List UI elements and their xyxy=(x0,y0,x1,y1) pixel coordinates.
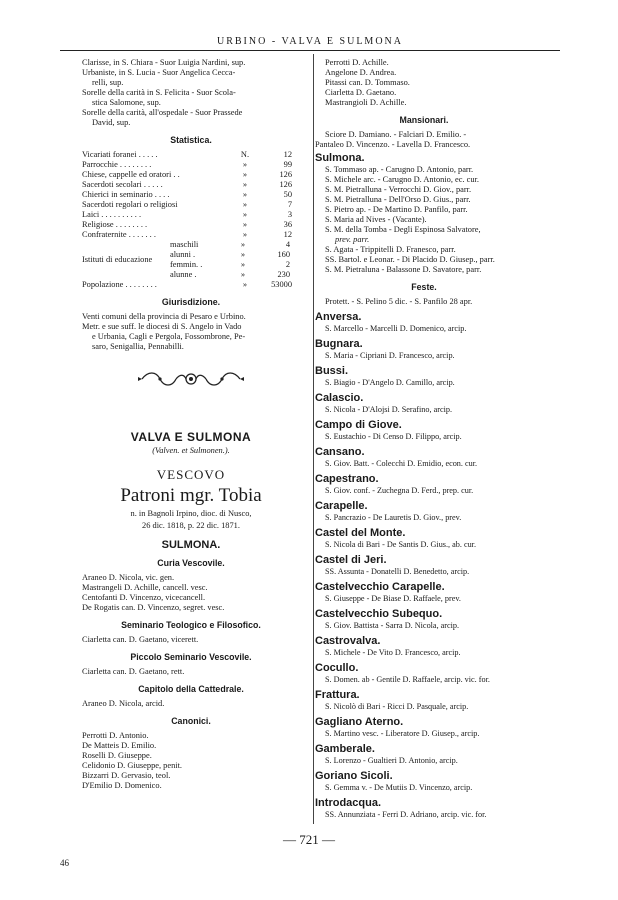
capitolo-heading: Capitolo della Cattedrale. xyxy=(138,684,244,694)
town-parish-line: S. Biagio - D'Angelo D. Camillo, arcip. xyxy=(325,378,455,387)
seminario-heading: Seminario Teologico e Filosofico. xyxy=(121,620,261,630)
stat-row xyxy=(170,250,290,260)
intro-line: Sorelle della carità in S. Felicita - Suor Scola- xyxy=(82,88,236,97)
town-heading: Anversa. xyxy=(315,311,362,323)
stat-unit: » xyxy=(242,180,248,189)
town-parish-line: S. Giov. Batt. - Colecchi D. Emidio, econ. cur. xyxy=(325,459,478,468)
stat-unit: » xyxy=(240,250,246,259)
header-rule xyxy=(60,50,560,51)
statistica-table xyxy=(82,150,300,290)
stat-label: Sacerdoti regolari o religiosi xyxy=(82,200,178,209)
intro-line: Sorelle della carità, all'ospedale - Suor Prassede xyxy=(82,108,243,117)
stat-row xyxy=(82,190,300,200)
stat-unit: N. xyxy=(240,150,250,159)
canonico-line: Mastrangioli D. Achille. xyxy=(325,98,407,107)
intro-line: Urbaniste, in S. Lucia - Suor Angelica Cecca- xyxy=(82,68,236,77)
seminario-line: Ciarletta can. D. Gaetano, vicerett. xyxy=(82,635,199,644)
curia-line: De Rogatis can. D. Vincenzo, segret. vesc. xyxy=(82,603,225,612)
folio-number: 46 xyxy=(60,858,69,868)
stat-unit: » xyxy=(242,160,248,169)
stat-unit: » xyxy=(242,280,248,289)
curia-line: Mastrangeli D. Achille, cancell. vesc. xyxy=(82,583,208,592)
stat-row xyxy=(82,210,300,220)
stat-unit: » xyxy=(242,210,248,219)
canonico-line: De Matteis D. Emilio. xyxy=(82,741,157,750)
sulmona-heading: Sulmona. xyxy=(315,152,365,164)
town-heading: Introdacqua. xyxy=(315,797,382,809)
stat-value: 126 xyxy=(279,170,292,179)
parish-line: S. M. della Tomba - Degli Espinosa Salvatore, xyxy=(325,225,481,234)
stat-label: Chiese, cappelle ed oratori . . xyxy=(82,170,180,179)
stat-unit: » xyxy=(240,240,246,249)
canonici-heading: Canonici. xyxy=(171,716,211,726)
intro-line: stica Salomone, sup. xyxy=(92,98,161,107)
column-divider xyxy=(313,54,314,824)
town-heading: Capestrano. xyxy=(315,473,379,485)
diocese-title: VALVA E SULMONA xyxy=(130,430,252,444)
town-heading: Cocullo. xyxy=(315,662,359,674)
parish-line: S. Maria ad Nives - (Vacante). xyxy=(325,215,427,224)
town-parish-line: SS. Annunziata - Ferri D. Adriano, arcip. vic. for. xyxy=(325,810,487,819)
page-number: — 721 — xyxy=(283,832,335,847)
canonico-line: Pitassi can. D. Tommaso. xyxy=(325,78,410,87)
vescovo-heading: VESCOVO xyxy=(156,467,226,482)
curia-line: Centofanti D. Vincenzo, vicecancell. xyxy=(82,593,206,602)
mansionari-line: Pantaleo D. Vincenzo. - Lavella D. Francesco. xyxy=(315,140,471,149)
town-heading: Carapelle. xyxy=(315,500,368,512)
statistica-heading: Statistica. xyxy=(170,135,212,145)
parish-line: SS. Bartol. e Leonar. - Di Placido D. Giusep., parr. xyxy=(325,255,495,264)
town-parish-line: S. Domen. ab - Gentile D. Raffaele, arcip. vic. for. xyxy=(325,675,490,684)
town-heading: Campo di Giove. xyxy=(315,419,402,431)
canonico-line: Angelone D. Andrea. xyxy=(325,68,397,77)
town-parish-line: S. Maria - Cipriani D. Francesco, arcip. xyxy=(325,351,455,360)
town-heading: Goriano Sicoli. xyxy=(315,770,393,782)
town-parish-line: S. Nicola di Bari - De Santis D. Gius., ab. cur. xyxy=(325,540,476,549)
parish-line: S. M. Pietraluna - Balassone D. Savatore, parr. xyxy=(325,265,482,274)
parish-line: prev. parr. xyxy=(335,235,370,244)
canonico-line: Perrotti D. Achille. xyxy=(325,58,389,67)
mansionari-line: Sciore D. Damiano. - Falciari D. Emilio. - xyxy=(325,130,467,139)
town-heading: Castelvecchio Subequo. xyxy=(315,608,443,620)
stat-value: 53000 xyxy=(271,280,292,289)
istituti-rows xyxy=(170,240,290,280)
stat-value: 99 xyxy=(283,160,292,169)
stat-row xyxy=(82,170,300,180)
stat-row-popolazione xyxy=(82,280,300,290)
city-heading: SULMONA. xyxy=(161,539,221,551)
intro-line: Clarisse, in S. Chiara - Suor Luigia Nardini, sup. xyxy=(82,58,246,67)
intro-line: relli, sup. xyxy=(92,78,124,87)
town-parish-line: S. Marcello - Marcelli D. Domenico, arcip. xyxy=(325,324,467,333)
canonico-line: Bizzarri D. Gervasio, teol. xyxy=(82,771,171,780)
canonico-line: D'Emilio D. Domenico. xyxy=(82,781,162,790)
istituti-label: Istituti di educazione xyxy=(82,255,153,264)
parish-line: S. Pietro ap. - De Martino D. Panfilo, parr. xyxy=(325,205,468,214)
intro-block xyxy=(82,58,300,128)
town-parish-line: S. Martino vesc. - Liberatore D. Giusep., arcip. xyxy=(325,729,480,738)
capitolo-line: Araneo D. Nicola, arcid. xyxy=(82,699,165,708)
stat-label: Popolazione . . . . . . . . xyxy=(82,280,157,289)
ornament-icon xyxy=(136,368,246,390)
parish-line: S. M. Pietralluna - Dell'Orso D. Gius., parr. xyxy=(325,195,471,204)
stat-label: Vicariati foranei . . . . . xyxy=(82,150,158,159)
stat-value: 2 xyxy=(285,260,290,269)
bishop-born: 26 dic. 1818, p. 22 dic. 1871. xyxy=(142,521,240,530)
giurisdizione-block xyxy=(82,312,300,352)
town-parish-line: S. Giov. conf. - Zuchegna D. Ferd., prep. cur. xyxy=(325,486,474,495)
town-parish-line: S. Nicola - D'Alojsi D. Serafino, arcip. xyxy=(325,405,452,414)
feste-line: Protett. - S. Pelino 5 dic. - S. Panfilo 28 apr. xyxy=(325,297,473,306)
town-parish-line: S. Giov. Battista - Sarra D. Nicola, arcip. xyxy=(325,621,460,630)
stat-unit: » xyxy=(242,220,248,229)
stat-unit: » xyxy=(242,200,248,209)
town-parish-line: S. Michele - De Vito D. Francesco, arcip. xyxy=(325,648,461,657)
parish-line: S. Agata - Trippitelli D. Franesco, parr. xyxy=(325,245,456,254)
diocese-subtitle: (Valven. et Sulmonen.). xyxy=(152,446,230,455)
stat-row xyxy=(82,160,300,170)
giurisdizione-line: e Urbania, Cagli e Pergola, Fossombrone, Pe- xyxy=(92,332,246,341)
stat-row xyxy=(82,200,300,210)
stat-value: 230 xyxy=(277,270,290,279)
parish-line: S. M. Pietralluna - Verrocchi D. Giov., parr. xyxy=(325,185,472,194)
stat-value: 126 xyxy=(279,180,292,189)
feste-heading: Feste. xyxy=(411,282,437,292)
bishop-name: Patroni mgr. Tobia xyxy=(120,485,262,506)
stat-label: Parrocchie . . . . . . . . xyxy=(82,160,152,169)
town-parish-line: SS. Assunta - Donatelli D. Benedetto, arcip. xyxy=(325,567,470,576)
stat-label: maschili xyxy=(170,240,199,249)
canonico-line: Perrotti D. Antonio. xyxy=(82,731,149,740)
stat-label: Confraternite . . . . . . . xyxy=(82,230,156,239)
stat-row xyxy=(170,260,290,270)
stat-value: 4 xyxy=(285,240,290,249)
town-heading: Castel del Monte. xyxy=(315,527,406,539)
stat-row xyxy=(170,270,290,280)
piccolo-seminario-heading: Piccolo Seminario Vescovile. xyxy=(130,652,252,662)
town-heading: Gagliano Aterno. xyxy=(315,716,404,728)
town-heading: Castel di Jeri. xyxy=(315,554,387,566)
right-column xyxy=(315,58,533,820)
running-head: URBINO - VALVA E SULMONA xyxy=(217,36,403,47)
stat-label: Chierici in seminario . . . . xyxy=(82,190,170,199)
stat-label: femmin. . xyxy=(170,260,203,269)
town-parish-line: S. Nicolò di Bari - Ricci D. Pasquale, arcip. xyxy=(325,702,469,711)
town-heading: Bussi. xyxy=(315,365,349,377)
parish-line: S. Tommaso ap. - Carugno D. Antonio, parr. xyxy=(325,165,474,174)
town-parish-line: S. Pancrazio - De Lauretis D. Giov., prev. xyxy=(325,513,462,522)
canonico-line: Celidonio D. Giuseppe, penit. xyxy=(82,761,183,770)
giurisdizione-line: Metr. e sue suff. le diocesi di S. Angelo in Vado xyxy=(82,322,242,331)
stat-unit: » xyxy=(242,230,248,239)
stat-value: 3 xyxy=(287,210,292,219)
stat-label: alunni . xyxy=(170,250,196,259)
bishop-born: n. in Bagnoli Irpino, dioc. di Nusco, xyxy=(130,509,252,518)
stat-unit: » xyxy=(240,260,246,269)
giurisdizione-line: saro, Senigallia, Pennabilli. xyxy=(92,342,184,351)
stat-label: alunne . xyxy=(170,270,197,279)
stat-value: 160 xyxy=(277,250,290,259)
town-heading: Calascio. xyxy=(315,392,364,404)
town-heading: Gamberale. xyxy=(315,743,375,755)
curia-heading: Curia Vescovile. xyxy=(157,558,225,568)
town-heading: Castrovalva. xyxy=(315,635,381,647)
stat-value: 50 xyxy=(283,190,292,199)
town-heading: Frattura. xyxy=(315,689,360,701)
town-parish-line: S. Lorenzo - Gualtieri D. Antonio, arcip. xyxy=(325,756,458,765)
stat-value: 7 xyxy=(287,200,292,209)
left-column xyxy=(82,58,300,791)
stat-row xyxy=(82,230,300,240)
intro-line: David, sup. xyxy=(92,118,131,127)
stat-row xyxy=(82,180,300,190)
piccolo-seminario-line: Ciarletta can. D. Gaetano, rett. xyxy=(82,667,185,676)
stat-value: 12 xyxy=(283,150,292,159)
stat-value: 12 xyxy=(283,230,292,239)
giurisdizione-heading: Giurisdizione. xyxy=(161,297,221,307)
towns-list xyxy=(315,311,533,820)
canonico-line: Roselli D. Giuseppe. xyxy=(82,751,152,760)
mansionari-heading: Mansionari. xyxy=(399,115,449,125)
giurisdizione-line: Venti comuni della provincia di Pesaro e Urbino. xyxy=(82,312,246,321)
stat-row xyxy=(170,240,290,250)
stat-row xyxy=(82,220,300,230)
istituti-block xyxy=(82,240,300,280)
stat-value: 36 xyxy=(283,220,292,229)
town-parish-line: S. Gemma v. - De Mutiis D. Vincenzo, arcip. xyxy=(325,783,473,792)
town-heading: Cansano. xyxy=(315,446,365,458)
town-heading: Bugnara. xyxy=(315,338,363,350)
stat-unit: » xyxy=(242,190,248,199)
curia-line: Araneo D. Nicola, vic. gen. xyxy=(82,573,175,582)
stat-label: Laici . . . . . . . . . . xyxy=(82,210,142,219)
town-parish-line: S. Eustachio - Di Censo D. Filippo, arcip. xyxy=(325,432,462,441)
town-heading: Castelvecchio Carapelle. xyxy=(315,581,445,593)
town-parish-line: S. Giuseppe - De Biase D. Raffaele, prev. xyxy=(325,594,461,603)
stat-label: Religiose . . . . . . . . xyxy=(82,220,148,229)
canonico-line: Ciarletta D. Gaetano. xyxy=(325,88,397,97)
stat-label: Sacerdoti secolari . . . . . xyxy=(82,180,163,189)
stat-row xyxy=(82,150,300,160)
stat-unit: » xyxy=(242,170,248,179)
ornament-divider xyxy=(82,368,300,390)
stat-unit: » xyxy=(240,270,246,279)
parish-line: S. Michele arc. - Carugno D. Antonio, ec. cur. xyxy=(325,175,479,184)
